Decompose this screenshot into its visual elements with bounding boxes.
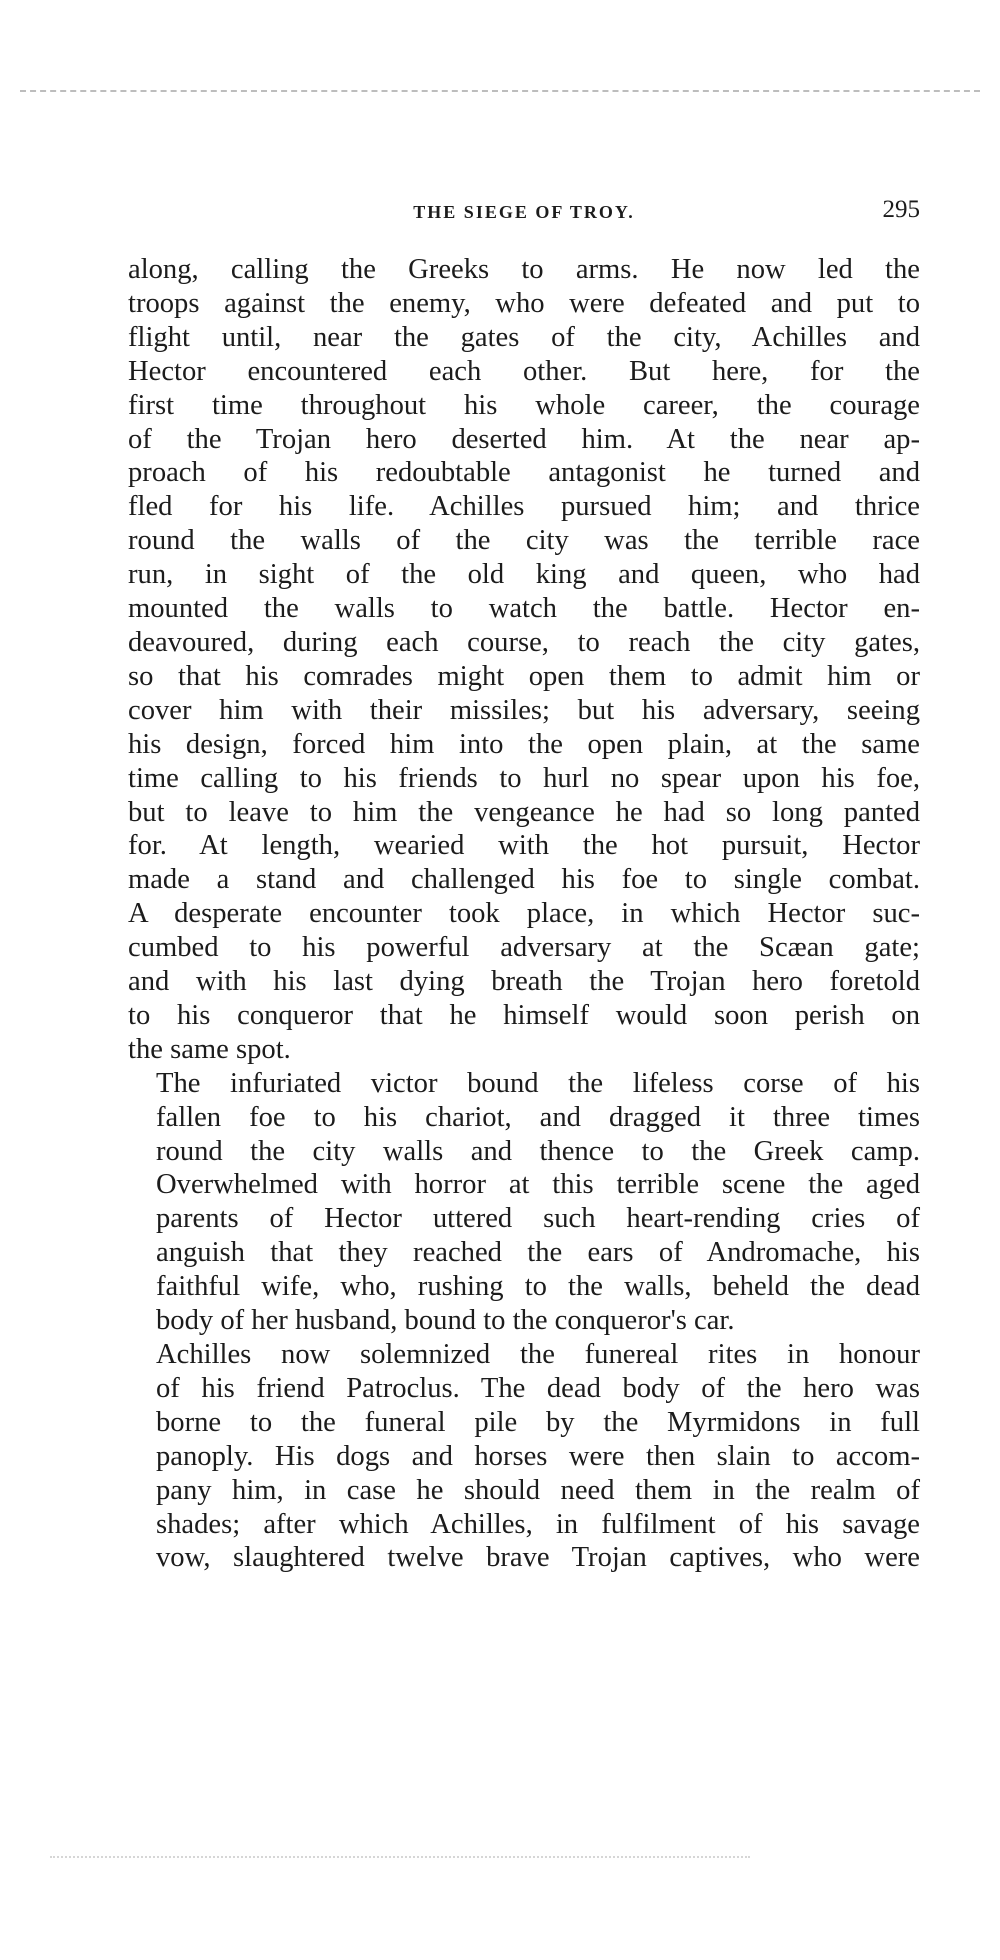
paragraph-1 [128, 253, 920, 1067]
text-line: run, in sight of the old king and queen, who had [128, 559, 920, 591]
text-line: for. At length, wearied with the hot pursuit, Hector [128, 830, 920, 862]
text-line: his design, forced him into the open plain, at the same [128, 728, 920, 760]
text-line: of the Trojan hero deserted him. At the near ap- [128, 423, 920, 455]
text-line: round the walls of the city was the terrible race [128, 525, 920, 557]
text-line: fallen foe to his chariot, and dragged it three times [156, 1101, 920, 1133]
text-line: anguish that they reached the ears of Andromache, his [156, 1237, 920, 1269]
text-line: proach of his redoubtable antagonist he turned and [128, 457, 920, 489]
page-header [128, 196, 920, 232]
text-line: first time throughout his whole career, the courage [128, 389, 920, 421]
running-head: THE SIEGE OF TROY. [413, 202, 635, 222]
paragraph-2 [128, 1067, 920, 1338]
text-line: Overwhelmed with horror at this terrible scene the aged [156, 1169, 920, 1201]
text-line: A desperate encounter took place, in which Hector suc- [128, 898, 920, 930]
text-line: cumbed to his powerful adversary at the Scæan gate; [128, 932, 920, 964]
page-body [128, 253, 920, 1575]
text-line: parents of Hector uttered such heart-rending cries of [156, 1203, 920, 1235]
text-line: panoply. His dogs and horses were then slain to accom- [156, 1440, 920, 1472]
text-line: flight until, near the gates of the city, Achilles and [128, 321, 920, 353]
scan-edge-rule-top [20, 90, 980, 92]
text-line: Achilles now solemnized the funereal rites in honour [156, 1339, 920, 1370]
text-line: body of her husband, bound to the conqueror's car. [156, 1305, 735, 1337]
page-number: 295 [882, 196, 920, 223]
scan-edge-rule-bottom [50, 1856, 750, 1858]
text-line: round the city walls and thence to the Greek camp. [156, 1135, 920, 1167]
text-line: of his friend Patroclus. The dead body of the hero was [156, 1372, 920, 1404]
text-line: made a stand and challenged his foe to single combat. [128, 864, 920, 896]
text-line: The infuriated victor bound the lifeless corse of his [156, 1067, 920, 1099]
text-line: and with his last dying breath the Trojan hero foretold [128, 966, 920, 998]
text-line: time calling to his friends to hurl no spear upon his foe, [128, 762, 920, 794]
text-line: vow, slaughtered twelve brave Trojan captives, who were [156, 1542, 920, 1574]
text-line: mounted the walls to watch the battle. Hector en- [128, 593, 920, 625]
text-line: faithful wife, who, rushing to the walls, beheld the dead [156, 1271, 920, 1303]
text-line: pany him, in case he should need them in the realm of [156, 1474, 920, 1506]
text-line: fled for his life. Achilles pursued him; and thrice [128, 491, 920, 523]
text-line: troops against the enemy, who were defeated and put to [128, 287, 920, 319]
text-line: the same spot. [128, 1033, 291, 1065]
text-line: along, calling the Greeks to arms. He now led the [128, 254, 920, 285]
text-line: so that his comrades might open them to admit him or [128, 660, 920, 692]
text-line: but to leave to him the vengeance he had so long panted [128, 796, 920, 828]
paragraph-3 [128, 1338, 920, 1575]
text-line: Hector encountered each other. But here, for the [128, 355, 920, 387]
text-line: shades; after which Achilles, in fulfilment of his savage [156, 1508, 920, 1540]
text-line: cover him with their missiles; but his adversary, seeing [128, 694, 920, 726]
text-line: to his conqueror that he himself would soon perish on [128, 999, 920, 1031]
text-line: deavoured, during each course, to reach the city gates, [128, 626, 920, 658]
text-line: borne to the funeral pile by the Myrmidons in full [156, 1406, 920, 1438]
